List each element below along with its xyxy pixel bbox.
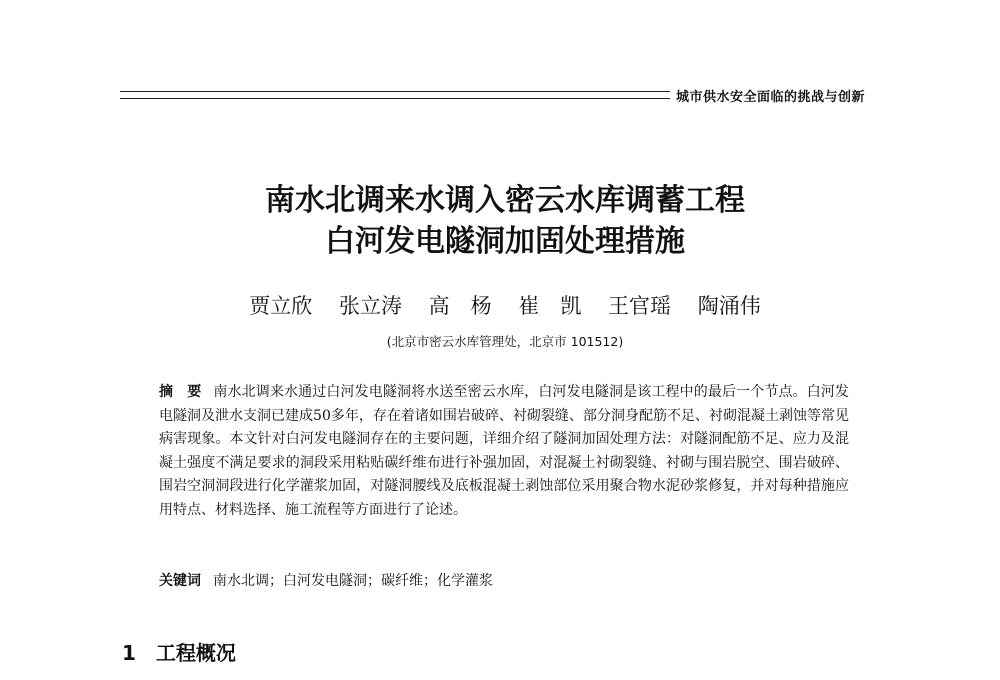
abstract [159,381,849,522]
running-head: 城市供水安全面临的挑战与创新 [676,90,866,105]
keywords-text: 南水北调；白河发电隧洞；碳纤维；化学灌浆 [213,573,493,589]
section-title: 工程概况 [155,641,236,665]
section-heading [122,637,236,666]
keywords-label: 关键词 [159,573,201,589]
author-name: 贾立欣 [249,294,313,318]
author-name: 王官瑶 [608,294,672,318]
affiliation: (北京市密云水库管理处，北京市 101512) [386,334,624,349]
author-name: 崔 凯 [518,294,582,318]
section-number: 1 [122,641,136,665]
keywords [159,570,493,590]
title-line-1: 南水北调来水调入密云水库调蓄工程 [265,183,745,218]
abstract-text: 南水北调来水通过白河发电隧洞将水送至密云水库，白河发电隧洞是该工程中的最后一个节点。白河发电隧洞及泄水支洞已建成50多年，存在着诸如围岩破碎、衬砌裂缝、部分洞身配筋不足、衬砌混凝土剥蚀等常见病害现象。本文针对白河发电隧洞存在的主要问题，详细介绍了隧洞加固处理方法：对隧洞配筋不足、应力及混凝土强度不满足要求的洞段采用粘贴碳纤维布进行补强加固，对混凝土衬砌裂缝、衬砌与围岩脱空、围岩破碎、围岩空洞洞段进行化学灌浆加固，对隧洞腰线及底板混凝土剥蚀部位采用聚合物水泥砂浆修复，并对每种措施应用特点、材料选择、施工流程等方面进行了论述。 [159,384,850,518]
header-rule [120,91,670,99]
author-name: 张立涛 [338,294,402,318]
paper-title [0,180,1000,262]
author-name: 陶涌伟 [697,294,761,318]
author-list [0,290,1000,320]
abstract-label: 摘 要 [159,384,202,400]
author-name: 高 杨 [428,294,492,318]
title-line-2: 白河发电隧洞加固处理措施 [325,224,685,259]
